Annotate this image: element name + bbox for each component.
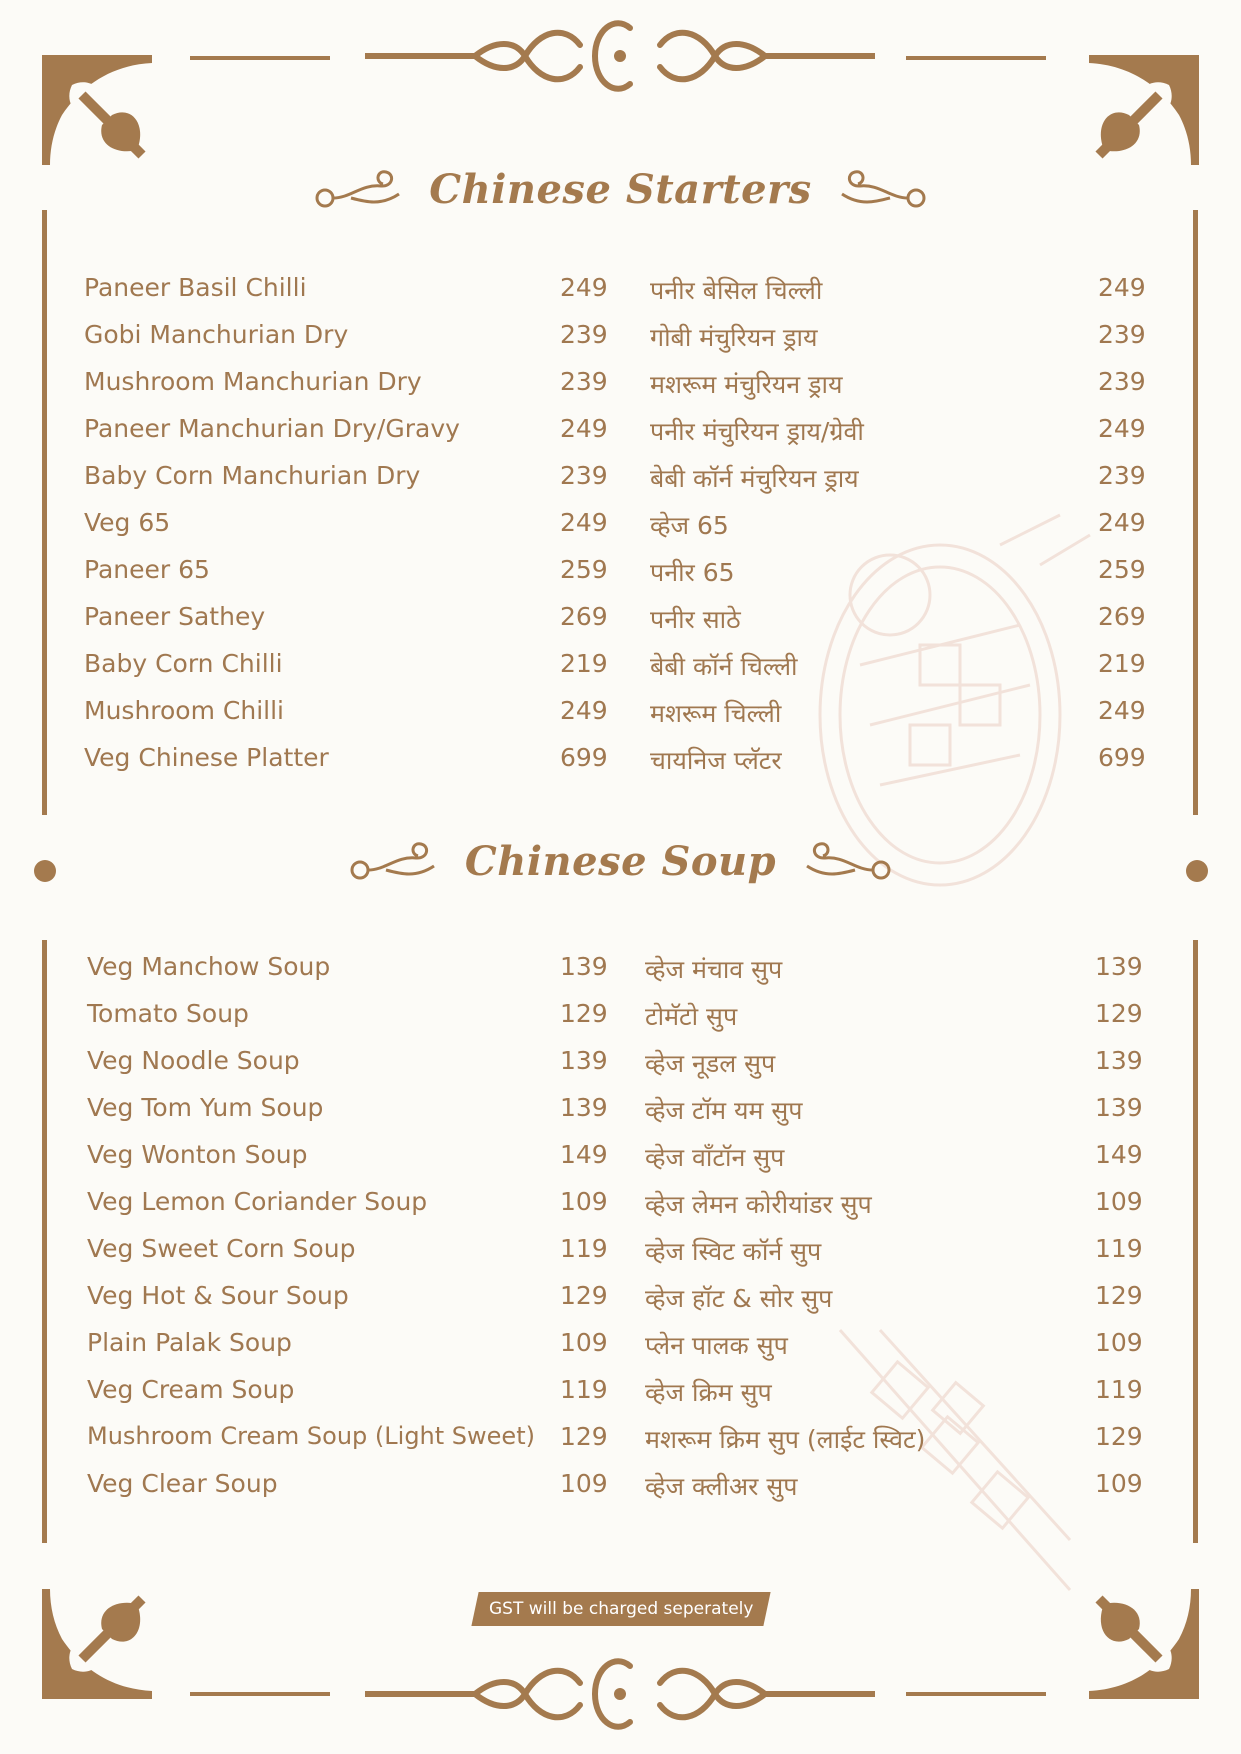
item-price: 109	[560, 1187, 608, 1216]
section-title-text: Chinese Starters	[429, 165, 812, 213]
menu-item-row	[0, 273, 1241, 320]
item-price-hi: 149	[1095, 1140, 1143, 1169]
item-price: 249	[560, 414, 608, 443]
item-name-en: Veg Tom Yum Soup	[87, 1093, 324, 1122]
corner-fleur-de-lis-icon	[1084, 1584, 1199, 1699]
item-name-en: Veg Sweet Corn Soup	[87, 1234, 356, 1263]
bottom-rule-left	[190, 1692, 330, 1696]
item-price-hi: 249	[1098, 414, 1146, 443]
item-name-hi: व्हेज नूडल सुप	[645, 1049, 776, 1078]
item-name-hi: मशरूम मंचुरियन ड्राय	[650, 370, 843, 399]
item-price: 109	[560, 1328, 608, 1357]
menu-item-row	[0, 367, 1241, 414]
item-price-hi: 699	[1098, 743, 1146, 772]
item-price: 139	[560, 1046, 608, 1075]
menu-item-row	[0, 1234, 1241, 1281]
item-name-hi: व्हेज 65	[650, 511, 729, 540]
item-name-en: Tomato Soup	[87, 999, 249, 1028]
item-price-hi: 249	[1098, 508, 1146, 537]
item-price: 699	[560, 743, 608, 772]
item-name-en: Veg Cream Soup	[87, 1375, 295, 1404]
item-price-hi: 219	[1098, 649, 1146, 678]
item-name-en: Veg Manchow Soup	[87, 952, 331, 981]
item-name-en: Plain Palak Soup	[87, 1328, 292, 1357]
section-title-text: Chinese Soup	[464, 837, 777, 885]
item-price: 119	[560, 1234, 608, 1263]
item-price-hi: 119	[1095, 1375, 1143, 1404]
item-name-hi: व्हेज स्विट कॉर्न सुप	[645, 1237, 822, 1266]
item-name-en: Veg Clear Soup	[87, 1469, 278, 1498]
menu-item-row	[0, 461, 1241, 508]
item-price: 259	[560, 555, 608, 584]
menu-item-row	[0, 1187, 1241, 1234]
item-price-hi: 239	[1098, 461, 1146, 490]
item-price: 239	[560, 461, 608, 490]
menu-item-row	[0, 1328, 1241, 1375]
section-title-soup	[0, 834, 1241, 886]
menu-item-row	[0, 952, 1241, 999]
menu-item-row	[0, 414, 1241, 461]
item-name-hi: चायनिज प्लॅटर	[650, 746, 782, 775]
item-price-hi: 139	[1095, 1046, 1143, 1075]
menu-item-row	[0, 649, 1241, 696]
item-name-en: Veg Lemon Coriander Soup	[87, 1187, 428, 1216]
item-price: 139	[560, 1093, 608, 1122]
title-swirl-icon	[805, 836, 895, 886]
menu-item-row	[0, 1469, 1241, 1516]
item-price: 239	[560, 367, 608, 396]
item-price: 269	[560, 602, 608, 631]
item-name-hi: बेबी कॉर्न चिल्ली	[650, 652, 798, 681]
item-price-hi: 269	[1098, 602, 1146, 631]
item-name-en: Mushroom Manchurian Dry	[84, 367, 422, 396]
item-price-hi: 139	[1095, 952, 1143, 981]
item-price-hi: 139	[1095, 1093, 1143, 1122]
item-name-hi: प्लेन पालक सुप	[645, 1331, 788, 1360]
item-name-hi: व्हेज लेमन कोरीयांडर सुप	[645, 1190, 872, 1219]
menu-item-row	[0, 999, 1241, 1046]
item-price-hi: 249	[1098, 696, 1146, 725]
item-name-hi: टोमॅटो सुप	[645, 1002, 738, 1031]
item-price-hi: 109	[1095, 1469, 1143, 1498]
title-swirl-icon	[840, 164, 930, 214]
item-name-hi: व्हेज वाँटॉन सुप	[645, 1143, 785, 1172]
gst-note-text: GST will be charged seperately	[488, 1599, 754, 1619]
menu-item-row	[0, 1422, 1241, 1469]
item-name-en: Gobi Manchurian Dry	[84, 320, 349, 349]
item-name-en: Baby Corn Chilli	[84, 649, 283, 678]
top-rule-right	[906, 56, 1046, 60]
item-name-en: Paneer Basil Chilli	[84, 273, 307, 302]
item-name-hi: व्हेज क्लीअर सुप	[645, 1472, 798, 1501]
menu-item-row	[0, 1140, 1241, 1187]
item-price: 119	[560, 1375, 608, 1404]
menu-item-row	[0, 1046, 1241, 1093]
item-price: 249	[560, 508, 608, 537]
item-price: 149	[560, 1140, 608, 1169]
item-price: 249	[560, 273, 608, 302]
item-name-en: Mushroom Chilli	[84, 696, 284, 725]
gst-note-banner	[471, 1592, 770, 1626]
item-price: 129	[560, 999, 608, 1028]
item-name-en: Mushroom Cream Soup (Light Sweet)	[87, 1422, 535, 1450]
item-name-hi: पनीर मंचुरियन ड्राय/ग्रेवी	[650, 417, 864, 446]
item-name-hi: मशरूम क्रिम सुप (लाईट स्विट)	[645, 1425, 926, 1454]
item-price-hi: 119	[1095, 1234, 1143, 1263]
item-price-hi: 259	[1098, 555, 1146, 584]
item-price-hi: 239	[1098, 320, 1146, 349]
title-swirl-icon	[311, 164, 401, 214]
menu-list-starters	[0, 273, 1241, 790]
bottom-scroll-flourish-icon	[365, 1648, 875, 1738]
item-price-hi: 129	[1095, 1281, 1143, 1310]
item-price-hi: 109	[1095, 1328, 1143, 1357]
item-name-hi: गोबी मंचुरियन ड्राय	[650, 323, 818, 352]
item-name-en: Veg 65	[84, 508, 171, 537]
item-price: 239	[560, 320, 608, 349]
menu-item-row	[0, 743, 1241, 790]
item-name-hi: पनीर 65	[650, 558, 735, 587]
section-title-starters	[0, 162, 1241, 214]
item-price: 249	[560, 696, 608, 725]
top-rule-left	[190, 56, 330, 60]
item-name-hi: व्हेज मंचाव सुप	[645, 955, 783, 984]
item-name-hi: पनीर बेसिल चिल्ली	[650, 276, 823, 305]
item-name-hi: मशरूम चिल्ली	[650, 699, 782, 728]
title-swirl-icon	[346, 836, 436, 886]
item-price-hi: 239	[1098, 367, 1146, 396]
corner-fleur-de-lis-icon	[42, 1584, 157, 1699]
item-name-hi: पनीर साठे	[650, 605, 741, 634]
item-name-hi: व्हेज टॉम यम सुप	[645, 1096, 803, 1125]
menu-item-row	[0, 1093, 1241, 1140]
item-price-hi: 129	[1095, 999, 1143, 1028]
item-name-hi: व्हेज हॉट & सोर सुप	[645, 1284, 833, 1313]
menu-item-row	[0, 1281, 1241, 1328]
item-price: 139	[560, 952, 608, 981]
item-price-hi: 249	[1098, 273, 1146, 302]
item-price-hi: 109	[1095, 1187, 1143, 1216]
item-price: 129	[560, 1422, 608, 1451]
menu-item-row	[0, 1375, 1241, 1422]
item-price: 129	[560, 1281, 608, 1310]
item-name-en: Veg Chinese Platter	[84, 743, 329, 772]
item-name-en: Veg Hot & Sour Soup	[87, 1281, 349, 1310]
menu-item-row	[0, 555, 1241, 602]
item-price: 109	[560, 1469, 608, 1498]
item-name-en: Veg Wonton Soup	[87, 1140, 308, 1169]
menu-list-soup	[0, 952, 1241, 1516]
item-name-hi: व्हेज क्रिम सुप	[645, 1378, 772, 1407]
item-name-en: Veg Noodle Soup	[87, 1046, 300, 1075]
item-name-en: Paneer Manchurian Dry/Gravy	[84, 414, 460, 443]
menu-item-row	[0, 508, 1241, 555]
top-scroll-flourish-icon	[365, 10, 875, 100]
bottom-rule-right	[906, 1692, 1046, 1696]
menu-item-row	[0, 602, 1241, 649]
item-name-en: Paneer Sathey	[84, 602, 266, 631]
corner-fleur-de-lis-icon	[1084, 55, 1199, 170]
item-price: 219	[560, 649, 608, 678]
item-name-en: Paneer 65	[84, 555, 210, 584]
item-name-hi: बेबी कॉर्न मंचुरियन ड्राय	[650, 464, 859, 493]
corner-fleur-de-lis-icon	[42, 55, 157, 170]
item-price-hi: 129	[1095, 1422, 1143, 1451]
menu-item-row	[0, 696, 1241, 743]
item-name-en: Baby Corn Manchurian Dry	[84, 461, 421, 490]
menu-item-row	[0, 320, 1241, 367]
